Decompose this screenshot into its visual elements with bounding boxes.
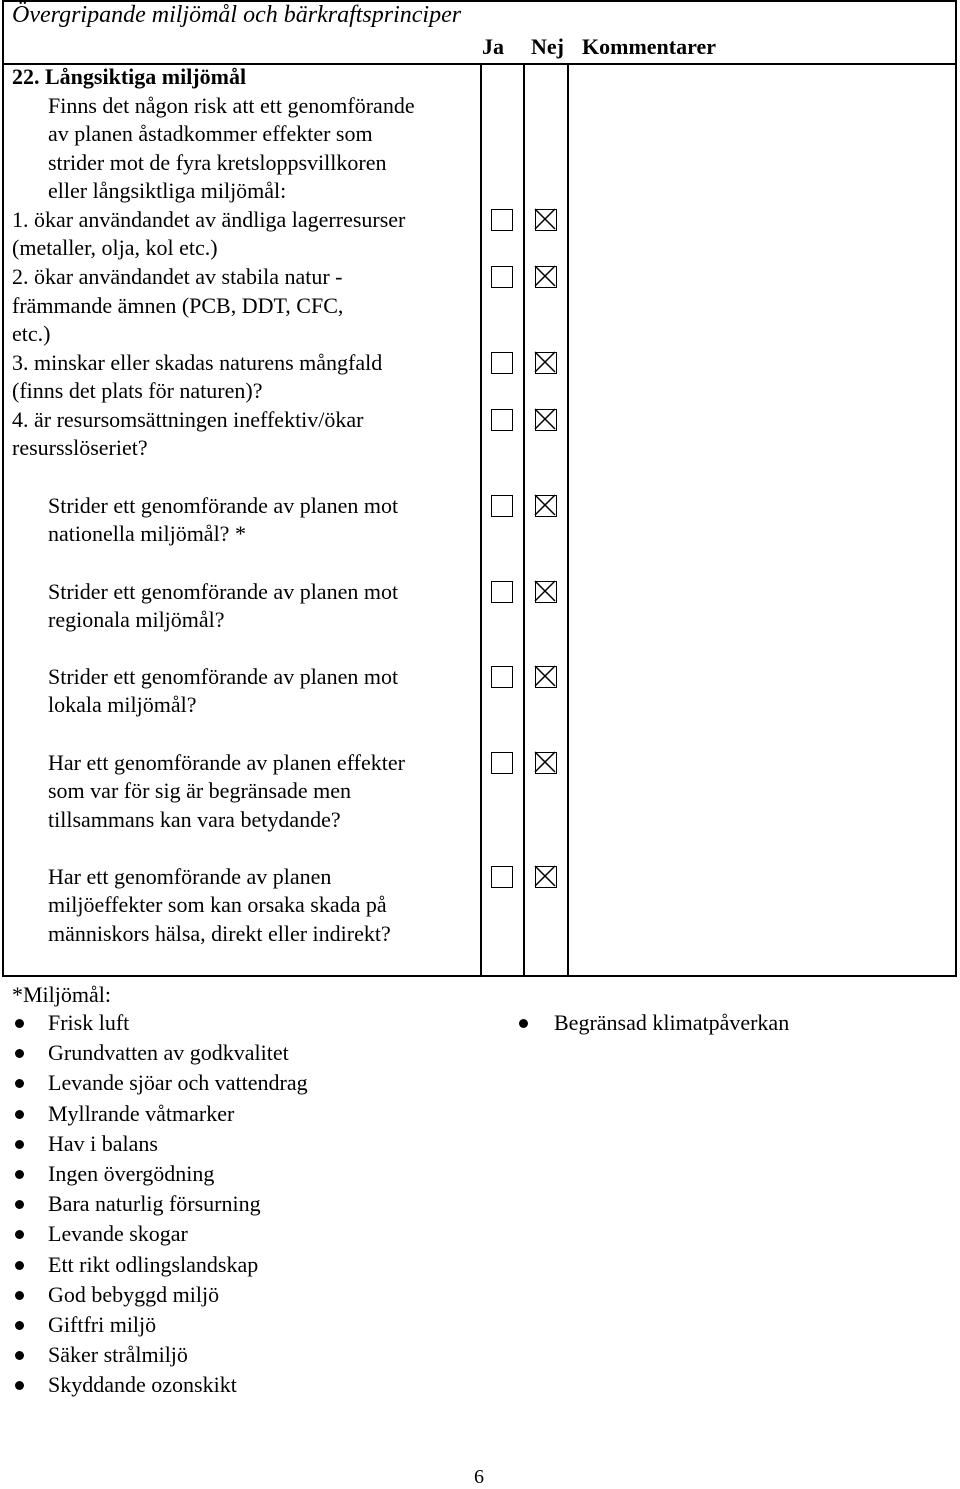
checkbox-ja[interactable] [491, 352, 513, 374]
item-text-line: som var för sig är begränsade men [48, 778, 352, 803]
bullet-icon [15, 1230, 24, 1239]
goal-item: Säker strålmiljö [48, 1342, 188, 1368]
item-text-line: etc.) [12, 321, 51, 346]
goal-item: Levande skogar [48, 1221, 188, 1247]
checkbox-ja[interactable] [491, 209, 513, 231]
item-text-line: främmande ämnen (PCB, DDT, CFC, [12, 293, 344, 318]
checkbox-ja[interactable] [491, 266, 513, 288]
checkbox-ja[interactable] [491, 666, 513, 688]
bullet-icon [15, 1291, 24, 1300]
checkbox-ja[interactable] [491, 581, 513, 603]
goal-item: Hav i balans [48, 1130, 158, 1156]
bullet-icon [15, 1140, 24, 1149]
item-text-line: 1. ökar användandet av ändliga lagerresurser [12, 207, 406, 232]
goal-item: Begränsad klimatpåverkan [554, 1010, 790, 1035]
item-text-line: (metaller, olja, kol etc.) [12, 235, 218, 260]
checkbox-ja[interactable] [491, 752, 513, 774]
item-text-line: regionala miljömål? [48, 607, 225, 632]
bullet-icon [15, 1261, 24, 1270]
goal-item: Myllrande våtmarker [48, 1100, 235, 1126]
checkbox-nej[interactable] [535, 209, 557, 231]
column-header-nej: Nej [531, 34, 564, 59]
goal-item: Skyddande ozonskikt [48, 1372, 237, 1398]
item-text-line: 2. ökar användandet av stabila natur - [12, 264, 343, 289]
bullet-icon [15, 1321, 24, 1330]
checkbox-nej[interactable] [535, 266, 557, 288]
goal-item: Grundvatten av godkvalitet [48, 1040, 289, 1066]
item-text-line: Strider ett genomförande av planen mot [48, 493, 399, 518]
column-header-kommentarer: Kommentarer [582, 34, 716, 59]
table-border-right [955, 0, 957, 976]
checkbox-nej[interactable] [535, 866, 557, 888]
question-intro-line: av planen åstadkommer effekter som [48, 121, 373, 146]
column-header-ja: Ja [482, 34, 504, 59]
item-text-line: lokala miljömål? [48, 692, 197, 717]
bullet-icon [15, 1110, 24, 1119]
item-text-line: 4. är resursomsättningen ineffektiv/ökar [12, 407, 364, 432]
bullet-icon [15, 1351, 24, 1360]
checkbox-ja[interactable] [491, 866, 513, 888]
bullet-icon [519, 1019, 528, 1028]
checkbox-nej[interactable] [535, 352, 557, 374]
bullet-icon [15, 1381, 24, 1390]
item-text-line: resursslöseriet? [12, 435, 148, 460]
item-text-line: Har ett genomförande av planen effekter [48, 750, 405, 775]
item-text-line: Strider ett genomförande av planen mot [48, 664, 399, 689]
bullet-icon [15, 1200, 24, 1209]
question-intro-line: strider mot de fyra kretsloppsvillkoren [48, 150, 387, 175]
goal-item: Ett rikt odlingslandskap [48, 1251, 259, 1277]
goal-item: Levande sjöar och vattendrag [48, 1070, 308, 1096]
goal-item: Frisk luft [48, 1010, 130, 1035]
goal-item: Bara naturlig försurning [48, 1191, 261, 1217]
bullet-icon [15, 1170, 24, 1179]
checkbox-nej[interactable] [535, 581, 557, 603]
page-number: 6 [474, 1466, 484, 1488]
checkbox-ja[interactable] [491, 409, 513, 431]
column-divider-ja [523, 64, 525, 976]
item-text-line: tillsammans kan vara betydande? [48, 807, 341, 832]
footnote-label: *Miljömål: [12, 982, 111, 1007]
item-text-line: människors hälsa, direkt eller indirekt? [48, 921, 391, 946]
question-intro-line: eller långsiktliga miljömål: [48, 178, 287, 203]
checkbox-nej[interactable] [535, 409, 557, 431]
item-text-line: (finns det plats för naturen)? [12, 378, 263, 403]
question-heading: 22. Långsiktiga miljömål [12, 64, 247, 89]
goal-item: Ingen övergödning [48, 1161, 215, 1186]
bullet-icon [15, 1019, 24, 1028]
item-text-line: nationella miljömål? * [48, 521, 246, 546]
item-text-line: Har ett genomförande av planen [48, 864, 332, 889]
column-divider-question [480, 64, 482, 976]
table-border-left [2, 0, 4, 976]
bullet-icon [15, 1049, 24, 1058]
goal-item: God bebyggd miljö [48, 1281, 220, 1307]
item-text-line: Strider ett genomförande av planen mot [48, 579, 399, 604]
checkbox-nej[interactable] [535, 666, 557, 688]
item-text-line: miljöeffekter som kan orsaka skada på [48, 892, 387, 917]
goal-item: Giftfri miljö [48, 1312, 157, 1337]
column-divider-nej [567, 64, 569, 976]
section-title: Övergripande miljömål och bärkraftsprinciper [12, 2, 462, 28]
item-text-line: 3. minskar eller skadas naturens mångfald [12, 350, 383, 375]
checkbox-ja[interactable] [491, 495, 513, 517]
checkbox-nej[interactable] [535, 752, 557, 774]
question-intro-line: Finns det någon risk att ett genomförande [48, 93, 415, 118]
bullet-icon [15, 1079, 24, 1088]
checkbox-nej[interactable] [535, 495, 557, 517]
